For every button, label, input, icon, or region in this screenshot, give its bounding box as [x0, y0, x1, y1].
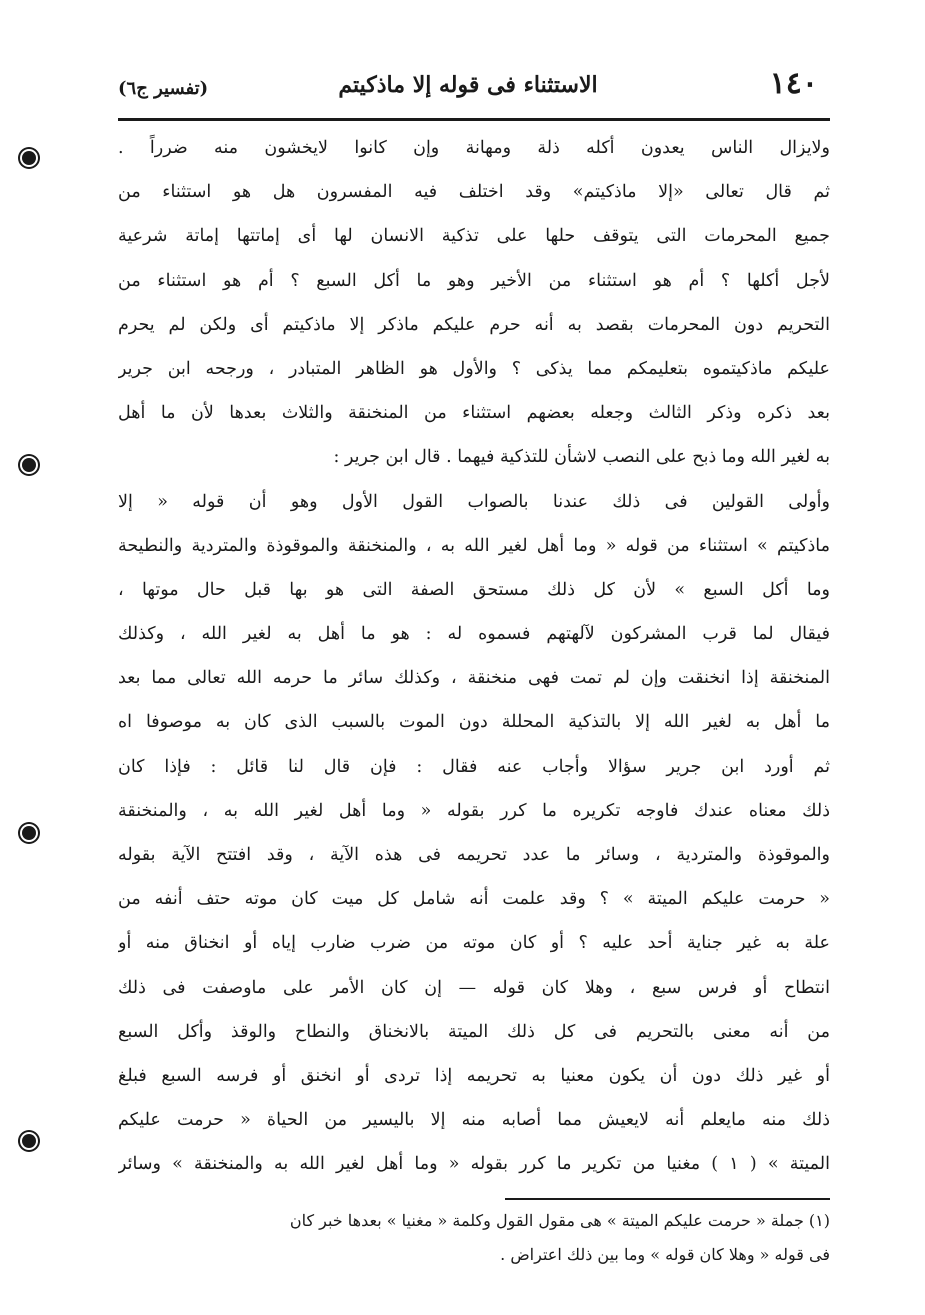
text-line: علة به غير جناية أحد عليه ؟ أو كان موته من ضرب ضارب إياه أو انخناق منه أو [118, 933, 830, 954]
text-line: التحريم دون المحرمات بقصد به أنه حرم عليكم ماذكر إلا ماذكيتم أى ولكن لم يحرم [118, 314, 830, 335]
text-line: به لغير الله وما ذبح على النصب لاشأن للتذكية فيهما . قال ابن جرير : [333, 447, 830, 468]
header-rule [118, 118, 830, 121]
text-line: والموقوذة والمتردية ، وسائر ما عدد تحريمه فى هذه الآية ، وقد افتتح الآية بقوله [118, 845, 830, 865]
text-line: ولايزال الناس يعدون أكله ذلة ومهانة وإن كانوا لايخشون منه ضرراً . [118, 138, 830, 158]
text-line: وما أكل السبع » لأن كل ذلك مستحق الصفة التى هو بها قبل حال موتها ، [118, 579, 830, 600]
margin-mark-icon [22, 826, 36, 840]
text-line: من أنه معنى بالتحريم فى كل ذلك الميتة بالانخناق والنطاح والوقذ وأكل السبع [118, 1021, 830, 1042]
text-line: « حرمت عليكم الميتة » ؟ وقد علمت أنه شامل كل ميت كان موته حتف أنفه من [118, 889, 830, 910]
text-line: أو غير ذلك دون أن يكون معنيا به تحريمه إذا تردى أو انخنق أو فرسه السبع فبلغ [118, 1065, 830, 1086]
text-line: فيقال لما قرب المشركون لآلهتهم فسموه له : هو ما أهل به لغير الله ، وكذلك [118, 624, 830, 645]
footnote-line: (١) جملة « حرمت عليكم الميتة » هى مقول القول وكلمة « مغنيا » بعدها خبر كان [289, 1211, 830, 1230]
text-line: ثم قال تعالى «إلا ماذكيتم» وقد اختلف فيه المفسرون هل هو استثناء من [118, 182, 830, 203]
text-line: انتطاح أو فرس سبع ، وهلا كان قوله — إن كان الأمر على ماوصفت فى ذلك [118, 977, 830, 998]
footnote-line: فى قوله « وهلا كان قوله » وما بين ذلك اعتراض . [500, 1245, 830, 1264]
text-line: عليكم ماذكيتموه بتعليمكم مما يذكى ؟ والأول هو الظاهر المتبادر ، ورجحه ابن جرير [118, 358, 830, 379]
text-line: الميتة » ( ١ ) مغنيا من تكرير ما كرر بقوله « وما أهل لغير الله به والمنخنقة » وسائر [118, 1154, 830, 1175]
text-line: ماذكيتم » استثناء من قوله « وما أهل لغير الله به ، والمنخنقة والموقوذة والمتردية والنطيحة [118, 535, 830, 556]
text-line: لأجل أكلها ؟ أم هو استثناء من الأخير وهو ما أكل السبع ؟ أم هو استثناء من [118, 270, 830, 291]
text-line: ذلك منه مايعلم أنه لايعيش مما أصابه منه إلا باليسير من الحياة « حرمت عليكم [118, 1110, 830, 1131]
text-line: ذلك معناه عندك فاوجه تكريره ما كرر بقوله « وما أهل لغير الله به ، والمنخنقة [118, 800, 830, 821]
text-line: وأولى القولين فى ذلك عندنا بالصواب القول الأول وهو أن قوله « إلا [118, 491, 830, 512]
margin-mark-icon [22, 458, 36, 472]
page-header [118, 66, 818, 116]
footnotes [118, 1204, 830, 1272]
running-title: الاستثناء فى قوله إلا ماذكيتم [338, 72, 598, 98]
footnote-rule [505, 1198, 830, 1200]
text-line: المنخنقة إذا انخنقت وإن لم تمت فهى منخنقة ، وكذلك سائر ما حرمه الله تعالى مما بعد [118, 668, 830, 689]
margin-mark-icon [22, 1134, 36, 1148]
volume-label: (تفسير ج٦) [118, 78, 209, 99]
text-line: بعد ذكره وذكر الثالث وجعله بعضهم استثناء من المنخنقة والثلاث بعدها لأن ما أهل [118, 403, 830, 424]
text-line: ثم أورد ابن جرير سؤالا وأجاب عنه فقال : فإن قال لنا قائل : فإذا كان [118, 756, 830, 777]
margin-mark-icon [22, 151, 36, 165]
main-text [118, 126, 830, 1188]
text-line: جميع المحرمات التى يتوقف حلها على تذكية الانسان لها أى إماتتها إماتة شرعية [118, 226, 830, 247]
page-number: ١٤٠ [769, 66, 818, 101]
text-line: ما أهل به لغير الله إلا بالتذكية المحللة دون الموت بالسبب الذى كان به موصوفا اه [118, 712, 830, 733]
